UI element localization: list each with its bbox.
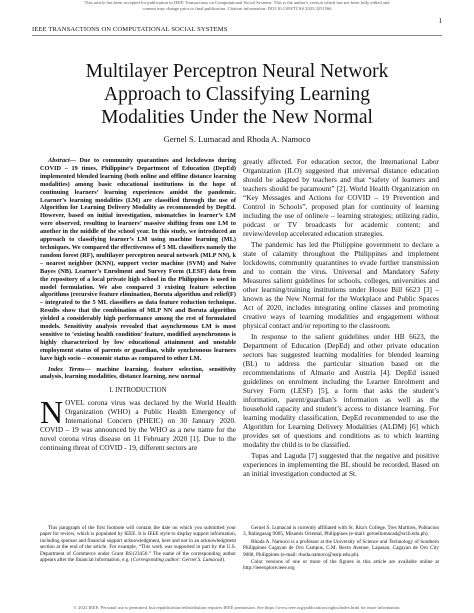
- body-paragraph: greatly affected. For education sector, the International Labor Organization (ILO) suggested that universal distance education should be adapted by teachers and that “safety of learners and teachers should be paramount” [2]. World Health Organization on “Key Messages and Actions for COVID – 19 Prevention and Control in Schools”, proposed plan for continuity of learning including the use of online/e – learning strategies; utilizing radio, podcast or TV broadcasts for academic content; and review/develop accelerated education strategies.: [243, 157, 439, 238]
- footnote-end: ).: [222, 557, 226, 564]
- footnote-body: This paragraph of the first footnote will contain the date on which you submitted your paper for review, which is populated by IEEE. It is IEEE style to display support information, including sponsor and financial support acknowledgment, here and not in an acknowledgment section at the end of the article. For example, “This work was supported in part by the U.S. Department of Commerce under Grant BS123456.” The name of the corresponding author appears after the financial information, e.g. (: [40, 525, 236, 564]
- header-rule: [32, 35, 442, 36]
- introduction-paragraph: [40, 394, 236, 453]
- footnote-affiliations: [243, 525, 439, 572]
- footnote-funding: [40, 525, 236, 563]
- body-paragraph: In response to the salient guidelines under HB 6623, the Department of Education (DepEd) and other private education sectors has suggested learning modalities for blended learning (BL) to address the particular situation based on the recommendations of Almario and Austria [4]. DepEd issued guidelines on enrolment including the Learner Enrolment and Survey Form (LESF) [5], a form that asks the student’s information, parent/guardian’s information as well as the household capacity and student’s access to distance learning. For learning modality classification, DepEd recommended to use the Algorithm for Learning Delivery Modalities (ALDM) [6] which provides set of questions and conditions as to which learning modality the child is to be classified.: [243, 332, 439, 449]
- introduction-text: OVEL corona virus was declared by the World Health Organization (WHO) a Public Health Emergency of International Concern (PHEIC) on 30 January 2020. COVID – 19 was announced by the WHO as a new name for the novel corona virus disease on 11 February 2020 [1]. Due to the continuing threat of COVID - 19, different sectors are: [40, 398, 236, 453]
- paper-title: [40, 60, 434, 129]
- page-number: 1: [438, 17, 442, 25]
- drop-cap: N: [40, 394, 64, 431]
- abstract-label: Abstract—: [48, 157, 76, 164]
- author-list: Gernel S. Lumacad and Rhoda A. Namoco: [163, 134, 311, 144]
- corresponding-author: Corresponding author: Gernel S. Lumacad: [132, 557, 223, 564]
- index-terms: [40, 366, 236, 382]
- title-line-1: Multilayer Perceptron Neural Network: [85, 61, 389, 82]
- journal-header: IEEE TRANSACTIONS ON COMPUTATIONAL SOCIAL SYSTEMS: [32, 26, 228, 33]
- title-line-2: Approach to Classifying Learning: [104, 84, 370, 105]
- right-column: [243, 157, 439, 478]
- index-terms-label: Index Terms—: [48, 365, 91, 373]
- publication-notice-line-1: This article has been accepted for publication in IEEE Transactions on Computational Social Systems. This is the author's version which has not been fully edited and: [84, 0, 390, 5]
- abstract: [40, 157, 236, 363]
- section-heading-introduction: I. INTRODUCTION: [109, 387, 167, 395]
- title-line-3: Modalities Under the New Normal: [101, 107, 373, 128]
- copyright-notice: © 2023 IEEE. Personal use is permitted, but republication/redistribution requires IEEE permission. See https://www.ieee.org/publications/rights/index.html for more information.: [73, 605, 401, 610]
- publication-notice-line-2: content may change prior to final publication. Citation information: DOI 10.1109/TCSS.2023.3251566: [142, 6, 332, 11]
- index-terms-text: machine learning, feature selection, sensitivity analysis, learning modalities, distance learning, new normal: [40, 365, 237, 381]
- color-versions-note: Color versions of one or more of the figures in this article are available online at http://ieeexplore.ieee.org: [243, 559, 439, 572]
- affiliation-namoco: Rhoda A. Namoco is a professor at the University of Science and Technology of Southern Philippines Cagayan de Oro Campus, C.M. Recto Avenue, Lapasan, Cagayan de Oro City 9000, Philippines (e-mail: rhoda.namoco@ustp.edu.ph).: [243, 538, 439, 558]
- left-column: [40, 157, 236, 452]
- footnote-text: [40, 525, 236, 563]
- affiliation-lumacad: Gernel S. Lumacad is currently affiliated with St. Rita’s College, Tres Martires, Poblacion 3, Balingasag 9005, Misamis Oriental, Philippines (e-mail: gernellumacad@srcb.edu.ph).: [243, 525, 439, 538]
- body-paragraph: Tupas and Laguda [7] suggested that the negative and positive experiences in implementing the BL should be recorded. Based on an initial investigation conducted at St.: [243, 451, 439, 478]
- body-paragraph: The pandemic has led the Philippine government to declare a state of calamity throughout the Philippines and implement lockdowns, community quarantines to evade further transmission and to contain the virus. Universal and Mandatory Safety Measures salient guidelines for schools, colleges, universities and other learning/training institutions under House Bill 6623 [3] – known as the New Normal for the Workplace and Public Spaces Act of 2020, includes integrating online classes and promoting creative ways of learning modalities and engagement without physical contact and/or reporting to the classroom.: [243, 240, 439, 330]
- abstract-text: Due to community quarantines and lockdowns during COVID – 19 times, Philippine’s Department of Education (DepEd) implemented blended learning (both online and offline distance learning modalities) among basic educational institutions in the hope of continuing learners’ learning experiences amidst the pandemic. Learner’s learning modalities (LM) are classified through the use of Algorithm for Learning Delivery Modality as recommended by DepEd. However, based on initial investigation, mismatches in learner’s LM were observed, resulting to learners’ massive shifting from one LM to another in the middle of the school year. In this study, we introduced an approach to classifying learner’s LM using machine learning (ML) techniques. We compared the effectiveness of 5 ML classifiers namely the random forest (RF), multilayer perceptron neural network (MLP NN), k – nearest neighbor (KNN), support vector machine (SVM) and Naive Bayes (NB). Learner’s Enrolment and Survey Form (LESF) data from the repository of a local private high school in the Philippines is used in model formulation. We also compared 3 existing feature selection algorithms (recursive feature elimination, Boruta algorithm and relief(F) – integrated to the 5 ML classifiers as data feature reduction technique. Results show that the combination of MLP NN and Boruta algorithm yielded a considerably high performance among the rest of formulated models. Sensitivity analysis revealed that asynchronous LM is most sensitive to ‘existing health condition’ feature, modified asynchronous is highly characterized by low educational attainment and unstable employment status of parents or guardian, while synchronous learners have high socio – economic status as compared to other LM.: [40, 157, 236, 362]
